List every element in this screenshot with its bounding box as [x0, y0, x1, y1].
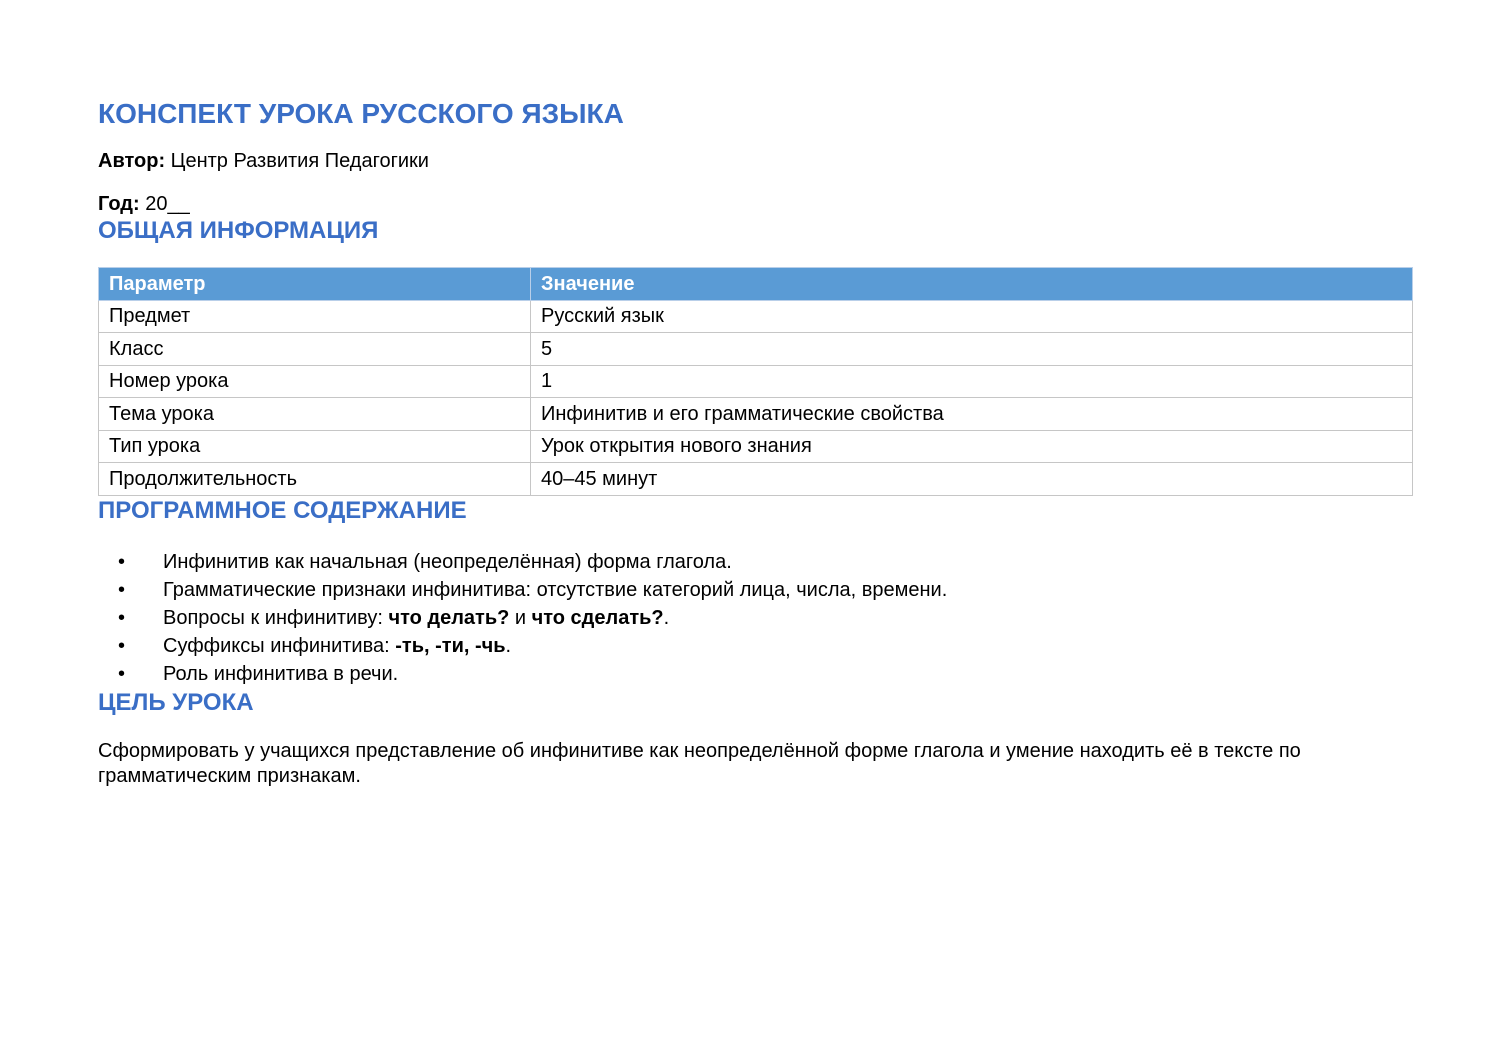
table-cell-value: Урок открытия нового знания — [531, 430, 1413, 463]
table-header-row — [99, 268, 1413, 301]
table-cell-value: 40–45 минут — [531, 463, 1413, 496]
table-cell-value: 5 — [531, 333, 1413, 366]
list-item-emphasis: что делать? — [388, 606, 510, 629]
list-item — [98, 576, 1412, 604]
list-item-text: Роль инфинитива в речи. — [163, 662, 399, 685]
author-value: Центр Развития Педагогики — [170, 150, 429, 172]
bullet-icon: • — [118, 550, 126, 573]
year-value: 20__ — [145, 193, 190, 215]
list-item — [98, 632, 1412, 660]
table-cell-parameter: Тема урока — [99, 398, 531, 431]
program-content-list — [98, 548, 1412, 688]
list-item-text: и — [509, 606, 532, 629]
table-row — [99, 463, 1413, 496]
table-cell-value: 1 — [531, 365, 1413, 398]
table-cell-parameter: Класс — [99, 333, 531, 366]
bullet-icon: • — [118, 578, 126, 601]
bullet-icon: • — [118, 662, 126, 685]
table-row — [99, 430, 1413, 463]
section-title-general: ОБЩАЯ ИНФОРМАЦИЯ — [98, 217, 379, 244]
year-line — [98, 192, 1412, 216]
document-title: КОНСПЕКТ УРОКА РУССКОГО ЯЗЫКА — [98, 98, 624, 129]
section-title-program: ПРОГРАММНОЕ СОДЕРЖАНИЕ — [98, 496, 467, 524]
table-cell-parameter: Тип урока — [99, 430, 531, 463]
list-item — [98, 604, 1412, 632]
general-info-table — [98, 267, 1413, 496]
table-cell-parameter: Продолжительность — [99, 463, 531, 496]
table-header-cell: Параметр — [99, 268, 531, 301]
author-label: Автор: — [98, 150, 166, 172]
table-row — [99, 300, 1413, 333]
bullet-icon: • — [118, 606, 126, 629]
bullet-icon: • — [118, 634, 126, 657]
goal-paragraph: Сформировать у учащихся представление об инфинитиве как неопределённой форме глагола и умение находить её в тексте по грамматическим признакам. — [98, 739, 1301, 787]
table-cell-parameter: Номер урока — [99, 365, 531, 398]
table-row — [99, 333, 1413, 366]
list-item — [98, 548, 1412, 576]
table-cell-value: Инфинитив и его грамматические свойства — [531, 398, 1413, 431]
list-item-text: Вопросы к инфинитиву: — [163, 606, 389, 629]
year-label: Год: — [98, 193, 140, 215]
list-item — [98, 660, 1412, 688]
list-item-text: Инфинитив как начальная (неопределённая) форма глагола. — [163, 550, 732, 573]
section-title-goal: ЦЕЛЬ УРОКА — [98, 688, 254, 716]
list-item-text: . — [663, 606, 670, 629]
table-cell-value: Русский язык — [531, 300, 1413, 333]
table-cell-parameter: Предмет — [99, 300, 531, 333]
list-item-emphasis: что сделать? — [531, 606, 664, 629]
table-row — [99, 365, 1413, 398]
table-row — [99, 398, 1413, 431]
list-item-emphasis: -ть, -ти, -чь — [395, 634, 506, 657]
list-item-text: . — [505, 634, 512, 657]
table-header-cell: Значение — [531, 268, 1413, 301]
author-line — [98, 149, 1412, 173]
list-item-text: Грамматические признаки инфинитива: отсутствие категорий лица, числа, времени. — [163, 578, 948, 601]
list-item-text: Суффиксы инфинитива: — [163, 634, 396, 657]
